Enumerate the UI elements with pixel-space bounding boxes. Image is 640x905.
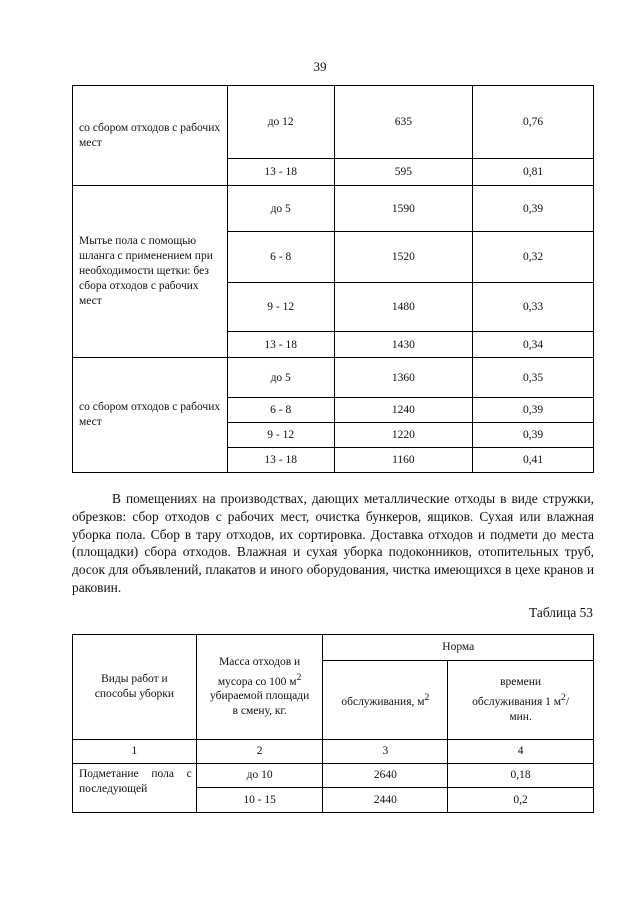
waste-range-cell: 9 - 12 [227, 423, 334, 448]
service-area-cell: 1480 [334, 283, 473, 332]
column-number: 2 [196, 740, 323, 764]
service-area-cell: 1160 [334, 448, 473, 473]
waste-range-cell: до 5 [227, 186, 334, 232]
service-area-cell: 1220 [334, 423, 473, 448]
table-row [73, 358, 594, 398]
header-service-area: обслуживания, $м^2$ [323, 661, 448, 740]
service-time-cell: 0,39 [473, 423, 594, 448]
header-norm: Норма [323, 635, 594, 661]
waste-range-cell: 13 - 18 [227, 448, 334, 473]
header-service-time: времени обслуживания 1 $м^2$/мин. [448, 661, 594, 740]
waste-range-cell: 13 - 18 [227, 332, 334, 358]
column-number: 3 [323, 740, 448, 764]
service-time-cell: 0,18 [448, 764, 594, 788]
page-number: 39 [313, 59, 327, 74]
service-area-cell: 1520 [334, 232, 473, 283]
service-area-cell: 2440 [323, 788, 448, 813]
service-time-cell: 0,39 [473, 398, 594, 423]
waste-range-cell: 13 - 18 [227, 159, 334, 186]
work-type-cell: Подметание пола с последующей [73, 764, 197, 813]
waste-range-cell: 9 - 12 [227, 283, 334, 332]
service-time-cell: 0,35 [473, 358, 594, 398]
waste-range-cell: до 5 [227, 358, 334, 398]
waste-range-cell: 6 - 8 [227, 232, 334, 283]
column-number: 4 [448, 740, 594, 764]
service-time-cell: 0,33 [473, 283, 594, 332]
service-time-cell: 0,32 [473, 232, 594, 283]
service-area-cell: 595 [334, 159, 473, 186]
header-work-types: Виды работ и способы уборки [73, 635, 197, 740]
work-type-cell: со сбором отходов с рабочих мест [73, 358, 228, 473]
service-time-cell: 0,76 [473, 86, 594, 159]
service-area-cell: 1240 [334, 398, 473, 423]
table-row [73, 86, 594, 159]
header-row [73, 635, 594, 661]
service-area-cell: 1590 [334, 186, 473, 232]
table-row [73, 186, 594, 232]
waste-range-cell: 10 - 15 [196, 788, 323, 813]
service-area-cell: 1430 [334, 332, 473, 358]
service-area-cell: 2640 [323, 764, 448, 788]
work-type-cell: со сбором отходов с рабочих мест [73, 86, 228, 186]
service-time-cell: 0,41 [473, 448, 594, 473]
waste-range-cell: до 12 [227, 86, 334, 159]
body-paragraph: В помещениях на производствах, дающих металлические отходы в виде стружки, обрезков: сбор отходов с рабочих мест, очистка бункеров, ящиков. Сухая или влажная уборка пола. Сбор в тару отходов, их сортировка. Доставка отходов и подмети до места (площадки) сбора отходов. Влажная и сухая уборка подоконников, отопительных труб, досок для объявлений, плакатов и иного оборудования, чистка имеющихся в цехе кранов и раковин. [72, 491, 594, 595]
service-time-cell: 0,2 [448, 788, 594, 813]
table-53 [72, 634, 594, 813]
service-time-cell: 0,34 [473, 332, 594, 358]
column-number: 1 [73, 740, 197, 764]
column-numbers-row [73, 740, 594, 764]
work-type-cell: Мытье пола с помощью шланга с применением при необходимости щетки: без сбора отходов с рабочих мест [73, 186, 228, 358]
waste-range-cell: 6 - 8 [227, 398, 334, 423]
service-area-cell: 635 [334, 86, 473, 159]
waste-range-cell: до 10 [196, 764, 323, 788]
header-waste-mass: Масса отходов и мусора со 100 $м^2$ убираемой площади в смену, кг. [196, 635, 323, 740]
service-time-cell: 0,39 [473, 186, 594, 232]
service-time-cell: 0,81 [473, 159, 594, 186]
table-row [73, 764, 594, 788]
service-area-cell: 1360 [334, 358, 473, 398]
norms-table-continued [72, 85, 594, 473]
table-caption: Таблица 53 [529, 605, 593, 620]
